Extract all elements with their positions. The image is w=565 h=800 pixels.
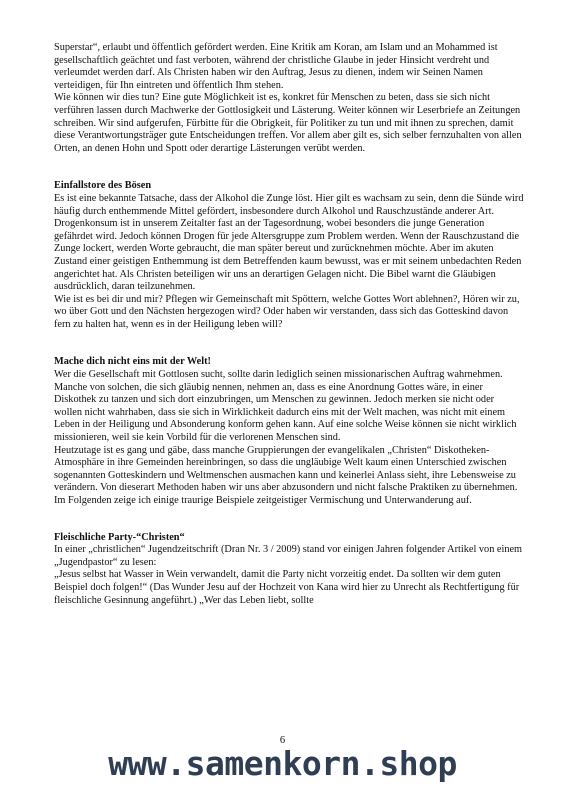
- body-text: [54, 42, 524, 607]
- section3-paragraph-1: In einer „christlichen“ Jugendzeitschrift (Dran Nr. 3 / 2009) stand vor einigen Jahren folgender Artikel von einem „Jugendpastor“ zu lesen:: [54, 544, 523, 568]
- watermark-url: www.samenkorn.shop: [108, 744, 457, 783]
- section-heading-einfallstore: Einfallstore des Bösen: [54, 180, 152, 192]
- section2-paragraph-2: Heutzutage ist es gang und gäbe, dass manche Gruppierungen der evangelikalen „Christen“ Diskotheken-Atmosphäre in ihre Gemeinden hereinbringen, so dass die ungläubige Welt kaum einen Unterschied zwischen sogenannten Gotteskindern und Weltmenschen ausmachen kann und keinerlei Anlass sieht, ihre Lebensweise zu verändern. Von dieserart Methoden haben wir uns aber abzusondern und nicht falsche Praktiken zu übernehmen.: [54, 444, 518, 494]
- intro-paragraph-1: Superstar“, erlaubt und öffentlich gefördert werden. Eine Kritik am Koran, am Islam und an Mohammed ist gesellschaftlich geächtet und fast verboten, während der christliche Glaube in jeder Hinsicht verdreht und verleumdet werden darf. Als Christen haben wir den Auftrag, Jesus zu dienen, indem wir Seinen Namen verteidigen, für Ihn eintreten und öffentlich Ihm stehen.: [54, 42, 498, 91]
- intro-paragraph-2: Wie können wir dies tun? Eine gute Möglichkeit ist es, konkret für Menschen zu beten, dass sie sich nicht verführen lassen durch Machwerke der Gottlosigkeit und Lästerung. Weiter können wir Leserbriefe an Zeitungen schreiben. Wir sind aufgerufen, Fürbitte für die Obrigkeit, für Politiker zu tun und mit ihnen zu sprechen, damit diese Verantwortungsträger gute Entscheidungen treffen. Vor allem aber gilt es, sich selber fernzuhalten von allen Orten, an denen Hohn und Spott oder derartige Lästerungen verübt werden.: [54, 92, 522, 154]
- section-heading-welt: Mache dich nicht eins mit der Welt!: [54, 356, 211, 368]
- section1-paragraph-1: Es ist eine bekannte Tatsache, dass der Alkohol die Zunge löst. Hier gilt es wachsam zu sein, denn die Sünde wird häufig durch enthemmende Mittel gefördert, insbesondere durch Alkohol und Rauschzustände anderer Art. Drogenkonsum ist in unserem Zeitalter fast an der Tagesordnung, wobei besonders die junge Generation gefährdet wird. Jedoch können Drogen für jede Altersgruppe zum Problem werden. Wenn der Rauschzustand die Zunge lockert, werden Worte gebraucht, die man später bereut und zurücknehmen möchte. Aber im akuten Zustand einer geistigen Enthemmung ist dem Betreffenden kaum bewusst, was er mit seinem unbedachten Reden angerichtet hat. Als Christen beteiligen wir uns an derartigen Gelagen nicht. Die Bibel warnt die Gläubigen ausdrücklich, daran teilzunehmen.: [54, 192, 524, 293]
- section3-paragraph-2: „Jesus selbst hat Wasser in Wein verwandelt, damit die Party nicht vorzeitig endet. Da sollten wir dem guten Beispiel doch folgen!“ (Das Wunder Jesu auf der Hochzeit von Kana wird hier zu Unrecht als Rechtfertigung für fleischliche Gesinnung angeführt.) „Wer das Leben liebt, sollte: [54, 569, 520, 606]
- page-number: 6: [279, 735, 286, 746]
- section-heading-party-christen: Fleischliche Party-“Christen“: [54, 531, 185, 543]
- section1-paragraph-2: Wie ist es bei dir und mir? Pflegen wir Gemeinschaft mit Spöttern, welche Gottes Wort ablehnen?, Hören wir zu, wo über Gott und den Nächsten hergezogen wird? Oder haben wir verstanden, dass sich das Gotteskind davon fern zu halten hat, wenn es in der Heiligung leben will?: [54, 293, 520, 330]
- section2-paragraph-3: Im Folgenden zeige ich einige traurige Beispiele zeitgeistiger Vermischung und Unterwanderung auf.: [54, 495, 472, 506]
- section2-paragraph-1: Wer die Gesellschaft mit Gottlosen sucht, sollte darin lediglich seinen missionarischen Auftrag wahrnehmen. Manche von solchen, die sich gläubig nennen, nehmen an, dass es eine Anordnung Gottes wäre, in einer Diskothek zu tanzen und sich dort einzubringen, um Menschen zu gewinnen. Jedoch merken sie nicht oder wollen nicht wahrhaben, dass sie sich in Wirklichkeit dadurch eins mit der Welt machen, was nicht mit einem Leben in der Heiligung und Absonderung konform gehen kann. Auf eine solche Weise können sie nicht wirklich missionieren, weil sie kein Vorbild für die verlorenen Menschen sind.: [54, 369, 517, 444]
